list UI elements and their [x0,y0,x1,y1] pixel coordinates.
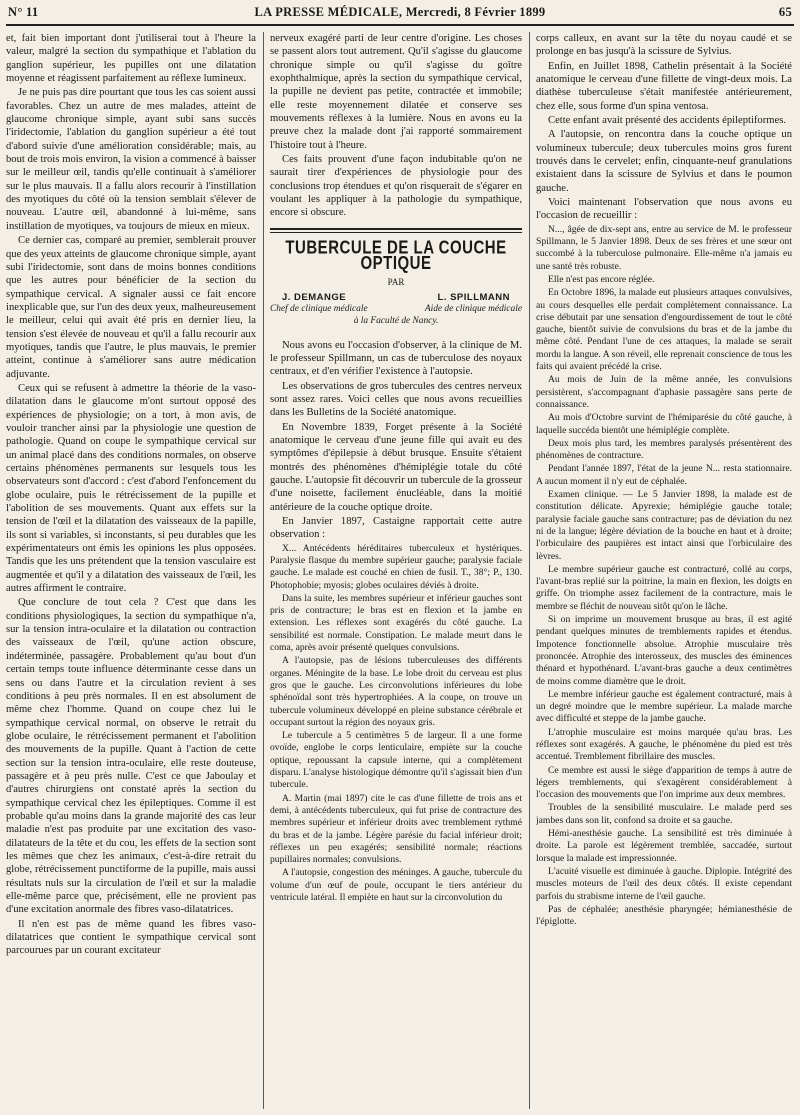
paragraph: Ce dernier cas, comparé au premier, semblerait prouver que des yeux atteints de glaucome chronique simple, ayant subi l'iridectomie, sont dans de moins bonnes conditions que les autres pour bénéficier de la section du sympathique cervical. A signaler aussi ce fait encore inexplicable que, sur l'un des deux yeux, malheureusement le meilleur, celui qui avait été pris en dernier lieu, la tension s'est élevée de nouveau et qu'il a fallu recourir aux myotiques, tandis que l'autre, le plus mauvais, le premier atteint, continue à s'améliorer sans autre médication adjuvante. [6,235,256,380]
paragraph: Ceux qui se refusent à admettre la théorie de la vaso-dilatation dans le glaucome m'ont surtout opposé des expériences de physiologie; on a tort, à mon avis, de vouloir trancher ainsi par la physiologie une question de pathologie. Quand on coupe le sympathique cervical sur un animal placé dans des conditions normales, on observe certains phénomènes permanents sur lesquels tous les observateurs sont d'accord : c'est d'abord l'enfoncement du globe oculaire, puis le rétrécissement de la pupille et l'abolition de ses mouvements. Quant aux effets sur la tension de l'œil et la dilatation des vaisseaux de la papille, ils sont si variables, si inconstants, si peu durables que les expérimentateurs ont émis les opinions les plus opposées. Tandis que les uns prétendent que la tension vasculaire est augmentée et qu'il y a dilatation des vaisseaux de l'œil, les autres affirment le contraire. [6,382,256,595]
paragraph: Au mois de Juin de la même année, les convulsions persistèrent, s'accompagnant d'aphasie passagère sans perte de connaissance. [536,374,792,410]
paragraph: Pendant l'année 1897, l'état de la jeune N... resta stationnaire. A aucun moment il n'y eut de céphalée. [536,463,792,487]
header-rule [6,24,794,26]
column-1 [6,32,256,1109]
paragraph: Elle n'est pas encore réglée. [548,274,655,285]
paragraph: et, fait bien important dont j'utiliserai tout à l'heure la valeur, malgré la section du sympathique et l'ablation du ganglion supérieur, les pupilles ont une dilatation moyenne et réagissent parfaitement au réflexe lumineux. [6,33,256,85]
article-title: TUBERCULE DE LA COUCHE OPTIQUE [285,237,507,275]
column-3 [536,32,792,1109]
column-2 [270,32,522,1109]
paragraph: L'acuité visuelle est diminuée à gauche. Diplopie. Intégrité des muscles moteurs de l'œil des deux côtés. Il existe cependant parfois du strabisme interne de l'œil gauche. [536,865,792,902]
paragraph: Les observations de gros tubercules des centres nerveux sont assez rares. Voici celles que nous avons recueillies dans les Bulletins de la Société anatomique. [270,380,522,419]
paragraph: Enfin, en Juillet 1898, Cathelin présentait à la Société anatomique le cerveau d'une fillette de vingt-deux mois. La diathèse tuberculeuse s'était manifestée antérieurement, chez elle, sous forme d'un spina ventosa. [536,60,792,112]
paragraph: nerveux exagéré parti de leur centre d'origine. Les choses se passent alors tout autrement. Qu'il s'agisse du glaucome chronique simple ou qu'il s'agisse du goître exophthalmique, après la section du sympathique cervical, la pupille ne devient pas petite, contractée et immobile; elle reste moyennement dilatée et conserve ses mouvements réflexes à la lumière. Nous en avons eu la preuve chez la malade dont j'ai rapporté sommairement l'histoire tout à l'heure. [270,33,522,151]
paragraph: Au mois d'Octobre survint de l'hémiparésie du côté gauche, à laquelle succéda bientôt une hémiplégie complète. [536,412,792,436]
paragraph: Examen clinique. — Le 5 Janvier 1898, la malade est de constitution délicate. Apyrexie; hémiplégie gauche totale; paralysie faciale gauche sans contracture; pas de déviation du nez ni de la langue; légère déviation de la bouche en haut et à droite; l'orbiculaire des paupières est intact ainsi que l'orbiculaire des lèvres. [536,489,792,562]
page-number: 65 [778,5,792,19]
page-header [6,5,794,25]
faculty-affiliation: à la Faculté de Nancy. [353,316,439,327]
paragraph: Il n'en est pas de même quand les fibres vaso-dilatatrices que contient le sympathique cervical sont parcourues par un courant excitateur [6,918,256,957]
paragraph: Je ne puis pas dire pourtant que tous les cas soient aussi favorables. Chez un autre de mes malades, atteint de glaucome chronique simple, ayant subi sans succès l'iridectomie, l'ablation du ganglion supérieur a été tout d'abord suivie d'une amélioration considérable; mais, au bout de trois mois environ, la vision a commencé à baisser sur le meilleur œil, tandis qu'elle continuait à s'améliorer sur le plus mauvais. Il a fallu alors recourir à l'instillation des myotiques du côté où la tension semblait s'élever de nouveau. L'autre œil, abandonné à lui-même, sans instillation de myotiques, va toujours de mieux en mieux. [6,87,256,232]
paragraph: Pas de céphalée; anesthésie pharyngée; hémianesthésie de l'épiglotte. [536,903,792,928]
paragraph: Que conclure de tout cela ? C'est que dans les conditions physiologiques, la section du sympathique n'a, sur la tension intra-oculaire et la dilatation ou contraction des vaisseaux de l'œil, qu'une action obscure, indéterminée, passagère. Probablement qu'au bout d'un certain temps toute influence déterminante cesse dans un sens ou dans l'autre et la circulation revient à ses conditions à peu près normales. Il en est absolument de même chez l'homme. Quand on coupe chez lui le sympathique cervical normal, on observe le retrait du globe oculaire, le rétrécissement permanent et l'abolition des mouvements de la pupille. Quant à l'action de cette section sur la tension intra-oculaire, elle reste douteuse, passagère et à peu près nulle. C'est ce que Jaboulay et d'autres chirurgiens ont constaté après la section du sympathique cervical chez les épileptiques. Comme il est probable qu'au moins dans la grande majorité des cas leur maladie n'est pas produite par une excitation des vaso-dilatateurs de la tête et du cou, les effets de la section sont les mêmes que chez les animaux, c'est-à-dire retrait du globe, rétrécissement punctiforme de la pupille, mais aussi résultats nuls sur la circulation de l'œil et sur la maladie elle-même parce que, précisément, elle ne provient pas d'une excitation anormale des fibres vaso-dilatatrices. [6,597,256,916]
paragraph: Nous avons eu l'occasion d'observer, à la clinique de M. le professeur Spillmann, un cas de tuberculose des noyaux centraux, et d'en vérifier l'existence à l'autopsie. [270,339,522,378]
paragraph: A. Martin (mai 1897) cite le cas d'une fillette de trois ans et demi, à antécédents tuberculeux, qui fut prise de contracture des membres supérieur et inférieur droits avec tremblement rythmé du bras et de la jambe. Légère parésie du facial inférieur droit; réflexes un peu exagérés; sensibilité normale; réactions pupillaires normales; convulsions. [270,792,522,866]
paragraph: Cette enfant avait présenté des accidents épileptiformes. [548,115,786,127]
author-affiliation: Chef de clinique médicale [270,304,368,315]
author-affiliations [270,304,522,315]
paragraph: En Janvier 1897, Castaigne rapportait cette autre observation : [270,516,522,541]
paragraph: X... Antécédents héréditaires tuberculeux et hystériques. Paralysie flasque du membre supérieur gauche; paralysie faciale gauche. Le malade est couché en chien de fusil. T., 38°; P., 130. Photophobie; myosis; globes oculaires déviés à droite. [270,542,522,591]
article-authors [270,291,522,304]
paragraph: Le membre inférieur gauche est également contracturé, mais à un degré moindre que le membre supérieur. La malade marche avec difficulté et steppe de la jambe gauche. [536,688,792,725]
paragraph: L'atrophie musculaire est moins marquée qu'au bras. Les réflexes sont exagérés. A gauche, le phénomène du pied est très accentué. Tremblement fibrillaire des muscles. [536,726,792,763]
paragraph: Si on imprime un mouvement brusque au bras, il est agité pendant quelques minutes de tremblements rapides et étendus. Impotence fonctionnelle absolue. Atrophie musculaire très prononcée. Atrophie des interosseux, des muscles des éminences thénard et hypothénard. L'avant-bras gauche a deux centimètres de moins comme diamètre que le droit. [536,614,792,687]
journal-title: LA PRESSE MÉDICALE, Mercredi, 8 Février 1899 [254,5,546,19]
paragraph: Hémi-anesthésie gauche. La sensibilité est très diminuée à droite. La parole est légèrement tremblée, saccadée, surtout lorsque la malade est impressionnée. [536,828,792,864]
paragraph: Voici maintenant l'observation que nous avons eu l'occasion de recueillir : [536,197,792,222]
article-rule [270,228,522,230]
paragraph: Deux mois plus tard, les membres paralysés présentèrent des phénomènes de contracture. [536,437,792,462]
paragraph: Le tubercule a 5 centimètres 5 de largeur. Il a une forme ovoïde, englobe le corps lenticulaire, empiète sur la couche optique, repoussant la capsule interne, qui a complètement disparu. L'analyse histologique démontre qu'il s'agissait bien d'un tubercule. [270,730,522,791]
paragraph: Le membre supérieur gauche est contracturé, collé au corps, l'avant-bras replié sur la poitrine, la main en flexion, les doigts en griffe. On triomphe assez facilement de la contracture, mais le membre se fléchit de nouveau sitôt qu'on le lâche. [536,563,792,612]
paragraph: Ces faits prouvent d'une façon indubitable qu'on ne saurait tirer d'expériences de physiologie pour des conclusions trop étendues et qu'on risquerait de s'égarer en voulant les appliquer à la pathologie du sympathique, encore si obscure. [270,154,522,219]
paragraph: N..., âgée de dix-sept ans, entre au service de M. le professeur Spillmann, le 5 Janvier 1898. Deux de ses frères et une sœur ont succombé à la tuberculose pulmonaire. Elle-même n'a jamais eu une santé très robuste. [536,223,792,272]
paragraph: corps calleux, en avant sur la tête du noyau caudé et se prolonge en bas jusqu'à la scissure de Sylvius. [536,33,792,58]
issue-number: N° 11 [8,5,39,19]
paragraph: A l'autopsie, pas de lésions tuberculeuses des différents organes. Méningite de la base. Le lobe droit du cerveau est plus gros que le gauche. Les circonvolutions inférieures du lobe sphénoïdal sont très hypertrophiées. A la coupe, on trouve un tubercule volumineux développé en pleine substance cérébrale et occupant surtout la région des noyaux gris. [270,655,522,728]
paragraph: Ce membre est aussi le siège d'apparition de temps à autre de légers tremblements, qui s'exagèrent considérablement à l'occasion des mouvements que l'on imprime aux deux membres. [536,764,792,801]
column-divider [529,32,530,1109]
paragraph: En Octobre 1896, la malade eut plusieurs attaques convulsives, au cours desquelles elle perdait complètement connaissance. La crise débutait par une sensation d'engourdissement de tout le côté gauche, bientôt suivie de convulsions du bras et de la jambe du même côté. Pendant l'une de ces attaques, la malade se serait mordu la langue. A son réveil, elle reprenait conscience de tous les faits qui avaient précédé la crise. [536,287,792,373]
paragraph: A l'autopsie, on rencontra dans la couche optique un volumineux tubercule; deux tubercules moins gros furent trouvés dans le cervelet; enfin, cinquante-neuf granulations existaient dans la scissure de Sylvius et dans le poumon gauche. [536,129,792,194]
column-divider [263,32,264,1109]
paragraph: A l'autopsie, congestion des méninges. A gauche, tubercule du volume d'un œuf de poule, occupant le tiers antérieur du ventricule latéral. Il empiète en haut sur la circonvolution du [270,867,522,903]
article-rule [270,232,522,233]
paragraph: Troubles de la sensibilité musculaire. Le malade perd ses jambes dans son lit, confond sa droite et sa gauche. [536,802,792,826]
article-byline-par: PAR [387,276,405,287]
author-name: L. SPILLMANN [437,291,510,303]
author-affiliation: Aide de clinique médicale [424,304,522,315]
paragraph: En Novembre 1839, Forget présente à la Société anatomique le cerveau d'une jeune fille qui avait eu des symptômes d'épilepsie à début brusque. Ensuite s'étaient montrés des phénomènes d'hémiplégie totale du côté gauche. L'autopsie fit découvrir un tubercule de la grosseur d'une noisette, facilement énucléable, dans la moitié antérieure de la couche optique droite. [270,421,522,513]
author-name: J. DEMANGE [282,291,347,303]
paragraph: Dans la suite, les membres supérieur et inférieur gauches sont pris de contracture; le bras est en flexion et la jambe en extension. Les réflexes sont exagérés du côté gauche. La sensibilité est normale. Constipation. Le malade meurt dans le coma, après avoir présenté quelques convulsions. [270,592,522,654]
